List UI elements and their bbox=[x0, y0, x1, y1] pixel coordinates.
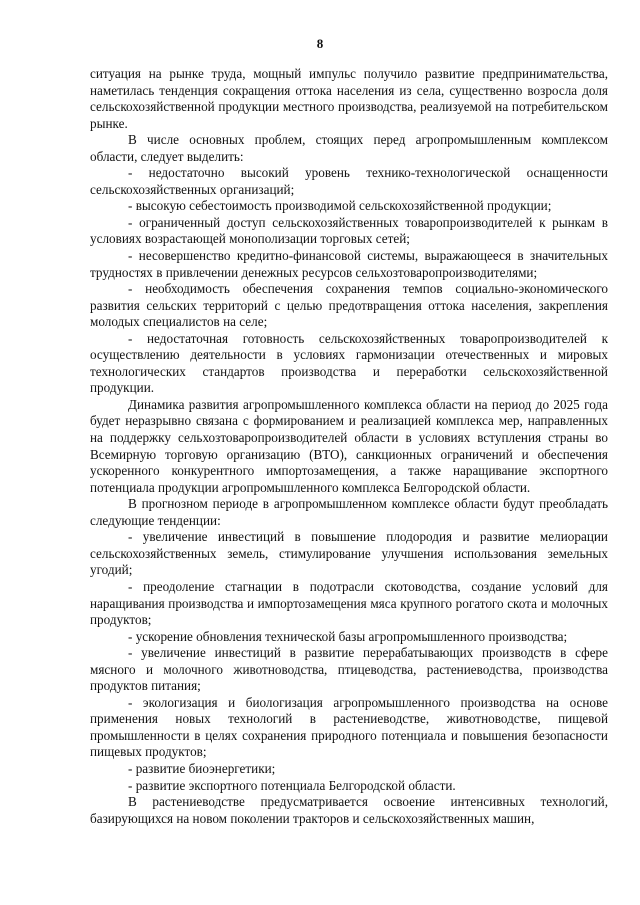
list-item: - необходимость обеспечения сохранения темпов социально-экономического развития сельских территорий с целью предотвращения оттока населения, закрепления молодых специалистов на селе; bbox=[90, 281, 608, 330]
list-item: - недостаточная готовность сельскохозяйственных товаропроизводителей к осуществлению деятельности в условиях гармонизации отечественных и мировых технологических стандартов производства и переработки сельскохозяйственной продукции. bbox=[90, 330, 608, 396]
paragraph: ситуация на рынке труда, мощный импульс получило развитие предпринимательства, наметилась тенденция сокращения оттока населения из села, существенно возросла доля сельскохозяйственной продукции местного производства, реализуемой на потребительском рынке. bbox=[90, 66, 608, 131]
list-item: - развитие биоэнергетики; bbox=[128, 760, 276, 776]
list-item: - недостаточно высокий уровень технико-технологической оснащенности сельскохозяйственных организаций; bbox=[90, 165, 608, 197]
paragraph: В прогнозном периоде в агропромышленном комплексе области будут преобладать следующие тенденции: bbox=[90, 496, 608, 528]
list-item: - высокую себестоимость производимой сельскохозяйственной продукции; bbox=[128, 198, 552, 214]
page-number: 8 bbox=[316, 36, 324, 51]
list-item: - развитие экспортного потенциала Белгородской области. bbox=[128, 777, 456, 793]
paragraph: Динамика развития агропромышленного комплекса области на период до 2025 года будет неразрывно связана с формированием и реализацией комплекса мер, направленных на поддержку сельхозтоваропроизводителей области в условиях вступления страны во Всемирную торговую организацию (ВТО), санкционных ограничений и обеспечения ускоренного конкурентного импортозамещения, а также наращивание экспортного потенциала продукции агропромышленного комплекса Белгородской области. bbox=[90, 396, 608, 495]
document-body bbox=[90, 66, 608, 827]
list-item: - несовершенство кредитно-финансовой системы, выражающееся в значительных трудностях в привлечении денежных ресурсов сельхозтоваропроизводителями; bbox=[90, 248, 608, 280]
list-item: - ускорение обновления технической базы агропромышленного производства; bbox=[128, 628, 568, 644]
paragraph: В растениеводстве предусматривается освоение интенсивных технологий, базирующихся на новом поколении тракторов и сельскохозяйственных машин, bbox=[90, 794, 608, 826]
list-item: - ограниченный доступ сельскохозяйственных товаропроизводителей к рынкам в условиях возрастающей монополизации торговых сетей; bbox=[90, 214, 608, 247]
list-item: - увеличение инвестиций в развитие перерабатывающих производств в сфере мясного и молочного животноводства, птицеводства, растениеводства, производства продуктов питания; bbox=[90, 645, 608, 694]
list-item: - преодоление стагнации в подотрасли скотоводства, создание условий для наращивания производства и импортозамещения мяса крупного рогатого скота и молочных продуктов; bbox=[90, 578, 608, 628]
paragraph: В числе основных проблем, стоящих перед агропромышленным комплексом области, следует выделить: bbox=[90, 132, 608, 164]
list-item: - увеличение инвестиций в повышение плодородия и развитие мелиорации сельскохозяйственных земель, стимулирование улучшения использования земельных угодий; bbox=[90, 529, 608, 578]
list-item: - экологизация и биологизация агропромышленного производства на основе применения новых технологий в растениеводстве, животноводстве, пищевой промышленности в целях сохранения природного потенциала и повышения безопасности пищевых продуктов; bbox=[90, 694, 608, 760]
